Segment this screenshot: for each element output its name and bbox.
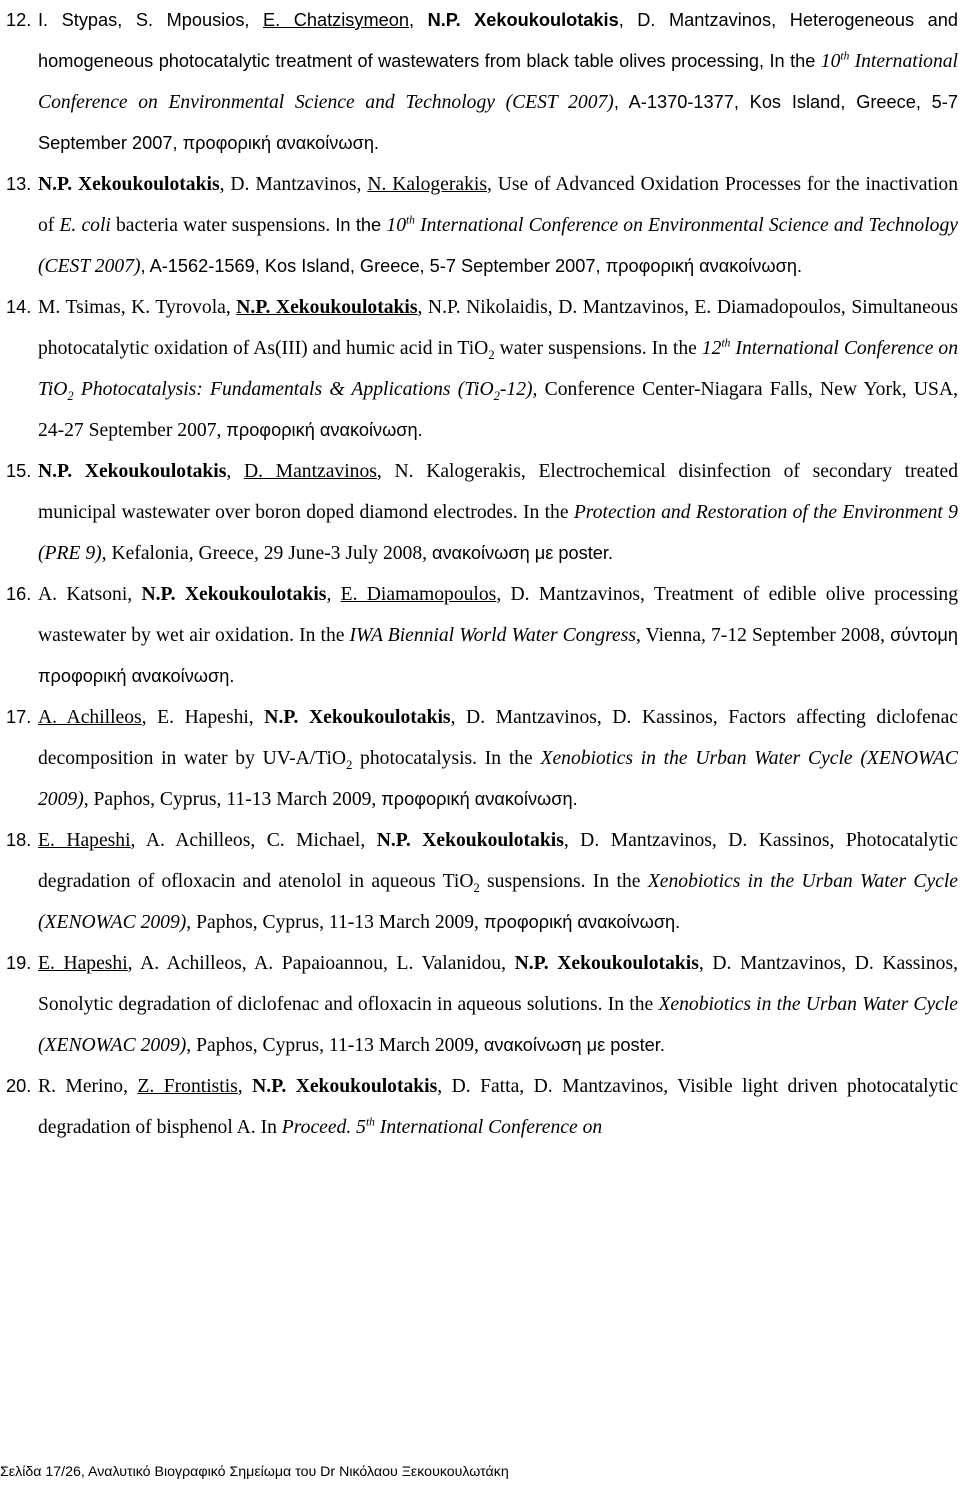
text-segment: , Paphos, Cyprus, 11-13 March 2009, (83, 789, 382, 810)
text-segment: 2 (493, 388, 500, 403)
text-segment: , A-1562-1569, Kos Island, Greece, 5-7 September 2007, προφορική ανακοίνωση. (140, 256, 802, 276)
text-segment: , (226, 461, 244, 482)
text-segment: , D. Mantzavinos, Treatment of edible olive processing wastewater by wet air oxidation. (38, 584, 958, 646)
text-segment: , Use of Advanced Oxidation Processes for the inactivation of (38, 174, 958, 236)
text-segment: International Conference on (374, 1117, 603, 1138)
text-segment: R. Merino, (38, 1076, 138, 1097)
publication-entry (6, 164, 958, 287)
publication-entry (6, 697, 958, 820)
entry-number: 19. (6, 953, 32, 973)
entry-text (38, 707, 958, 810)
text-segment: ανακοίνωση με poster. (431, 543, 614, 563)
text-segment: , A-1370-1377, Kos Island, Greece, 5-7 September 2007, προφορική ανακοίνωση. (38, 92, 958, 153)
text-segment: Xenobiotics in the Urban Water Cycle (XENOWAC 2009) (38, 994, 958, 1056)
publication-entry (6, 1066, 958, 1148)
text-segment: In the (522, 502, 574, 523)
text-segment: IWA Biennial World Water Congress (349, 625, 636, 646)
text-segment: E. Chatzisymeon (263, 10, 409, 30)
text-segment: ανακοίνωση με poster. (483, 1035, 665, 1055)
entry-number: 14. (6, 297, 32, 317)
text-segment: , N. Kalogerakis, Electrochemical disinfection of secondary treated municipal wastewater over boron doped diamond electrodes. (38, 461, 958, 523)
text-segment: , Paphos, Cyprus, 11-13 March 2009, (186, 1035, 484, 1056)
text-segment: International Conference on Environmental Science and Technology (CEST 2007) (38, 215, 958, 277)
text-segment: 2 (488, 347, 495, 362)
text-segment: , (237, 1076, 253, 1097)
text-segment: , A. Achilleos, A. Papaioannou, L. Valanidou, (127, 953, 515, 974)
text-segment: N.P. Xekoukoulotakis (236, 297, 418, 318)
text-segment: International Conference on TiO (38, 338, 959, 400)
text-segment: International Conference on Environmental Science and Technology (CEST 2007) (38, 51, 958, 113)
text-segment: In the (607, 994, 659, 1015)
text-segment: προφορική ανακοίνωση. (226, 420, 423, 440)
text-segment: N.P. Xekoukoulotakis (514, 953, 699, 974)
publication-entry (6, 287, 958, 451)
text-segment: 10 (820, 51, 841, 72)
text-segment: , D. Mantzavinos, Heterogeneous and homogeneous photocatalytic treatment of wastewaters from black table olives processing, In the (38, 10, 958, 71)
entry-number: 17. (6, 707, 32, 727)
text-segment: , D. Mantzavinos, (219, 174, 368, 195)
text-segment: N.P. Xekoukoulotakis (38, 174, 220, 195)
text-segment: photocatalysis. (352, 748, 485, 769)
text-segment: In the (484, 748, 541, 769)
publication-entry (6, 820, 958, 943)
entry-number: 20. (6, 1076, 32, 1096)
text-segment: , (326, 584, 341, 605)
text-segment: 2 (473, 880, 480, 895)
text-segment: , D. Mantzavinos, D. Kassinos, Sonolytic degradation of diclofenac and ofloxacin in aqueous solutions. (38, 953, 958, 1015)
publication-entry (6, 943, 958, 1066)
entry-text (38, 953, 958, 1056)
text-segment: E. Diamamopoulos (340, 584, 497, 605)
text-segment: E. Hapeshi (38, 953, 128, 974)
entry-text (38, 1076, 958, 1138)
text-segment: , D. Fatta, D. Mantzavinos, Visible light driven photocatalytic degradation of bisphenol A. In (38, 1076, 959, 1138)
text-segment: 2 (346, 757, 353, 772)
entry-text (38, 297, 958, 441)
text-segment: , D. Mantzavinos, D. Kassinos, Factors affecting diclofenac decomposition in water by UV-A/TiO (38, 707, 958, 769)
text-segment: N.P. Xekoukoulotakis (427, 10, 619, 30)
text-segment: th (721, 337, 731, 350)
publication-entry (6, 0, 958, 164)
text-segment: προφορική ανακοίνωση. (381, 789, 578, 809)
entry-number: 12. (6, 10, 32, 30)
publication-list (6, 0, 958, 1148)
text-segment: th (840, 50, 850, 63)
text-segment: N.P. Xekoukoulotakis (252, 1076, 438, 1097)
text-segment: N. Kalogerakis (367, 174, 487, 195)
text-segment: , Conference Center-Niagara Falls, New York, USA, 24-27 September 2007, (38, 379, 958, 441)
text-segment: , A. Achilleos, C. Michael, (130, 830, 377, 851)
text-segment: σύντομη προφορική ανακοίνωση. (38, 625, 958, 686)
text-segment: 10 (386, 215, 406, 236)
text-segment: Photocatalysis: Fundamentals & Applications (TiO (73, 379, 494, 400)
text-segment: , Vienna, 7-12 September 2008, (635, 625, 891, 646)
text-segment: water suspensions. (494, 338, 652, 359)
entry-text (38, 10, 958, 154)
entry-number: 18. (6, 830, 32, 850)
publication-entry (6, 574, 958, 697)
text-segment: Protection and Restoration of the Environment 9 (PRE 9) (38, 502, 958, 564)
text-segment: N.P. Xekoukoulotakis (38, 461, 227, 482)
text-segment: , E. Hapeshi, (141, 707, 265, 728)
text-segment: προφορική ανακοίνωση. (483, 912, 681, 932)
text-segment: 12 (701, 338, 722, 359)
text-segment: M. Tsimas, K. Tyrovola, (38, 297, 237, 318)
text-segment: N.P. Xekoukoulotakis (264, 707, 451, 728)
text-segment: Xenobiotics in the Urban Water Cycle (XENOWAC 2009) (38, 871, 959, 933)
text-segment: 2 (67, 388, 74, 403)
text-segment: suspensions. (479, 871, 593, 892)
entry-number: 16. (6, 584, 32, 604)
text-segment: th (365, 1116, 375, 1129)
text-segment: A. Katsoni, (38, 584, 142, 605)
text-segment: Xenobiotics in the Urban Water Cycle (XENOWAC 2009) (38, 748, 958, 810)
text-segment: Z. Frontistis (137, 1076, 238, 1097)
page-footer: Σελίδα 17/26, Αναλυτικό Βιογραφικό Σημείωμα του Dr Νικόλαου Ξεκουκουλωτάκη (0, 1464, 509, 1480)
text-segment: Proceed. 5 (281, 1117, 366, 1138)
text-segment: th (405, 214, 415, 227)
entry-number: 13. (6, 174, 32, 194)
text-segment: , (408, 10, 428, 30)
text-segment: , Paphos, Cyprus, 11-13 March 2009, (186, 912, 484, 933)
text-segment: , N.P. Nikolaidis, D. Mantzavinos, E. Diamadopoulos, Simultaneous photocatalytic oxidation of As(III) and humic acid in TiO (38, 297, 959, 359)
text-segment: In the (335, 215, 387, 235)
text-segment: E. coli (59, 215, 111, 236)
entry-number: 15. (6, 461, 32, 481)
text-segment: D. Mantzavinos (243, 461, 377, 482)
text-segment: N.P. Xekoukoulotakis (141, 584, 327, 605)
text-segment: In the (651, 338, 702, 359)
text-segment: , D. Mantzavinos, D. Kassinos, Photocatalytic degradation of ofloxacin and atenolol in aqueous TiO (38, 830, 958, 892)
text-segment: , Kefalonia, Greece, 29 June-3 July 2008, (101, 543, 432, 564)
entry-text (38, 830, 958, 933)
publication-entry (6, 451, 958, 574)
entry-text (38, 174, 958, 277)
entry-text (38, 584, 958, 687)
text-segment: -12) (499, 379, 533, 400)
entry-text (38, 461, 958, 564)
text-segment: In the (592, 871, 648, 892)
text-segment: E. Hapeshi (38, 830, 131, 851)
text-segment: bacteria water suspensions. (110, 215, 336, 236)
text-segment: N.P. Xekoukoulotakis (376, 830, 564, 851)
text-segment: A. Achilleos (38, 707, 142, 728)
text-segment: I. Stypas, S. Mpousios, (38, 10, 264, 30)
text-segment: In the (299, 625, 350, 646)
